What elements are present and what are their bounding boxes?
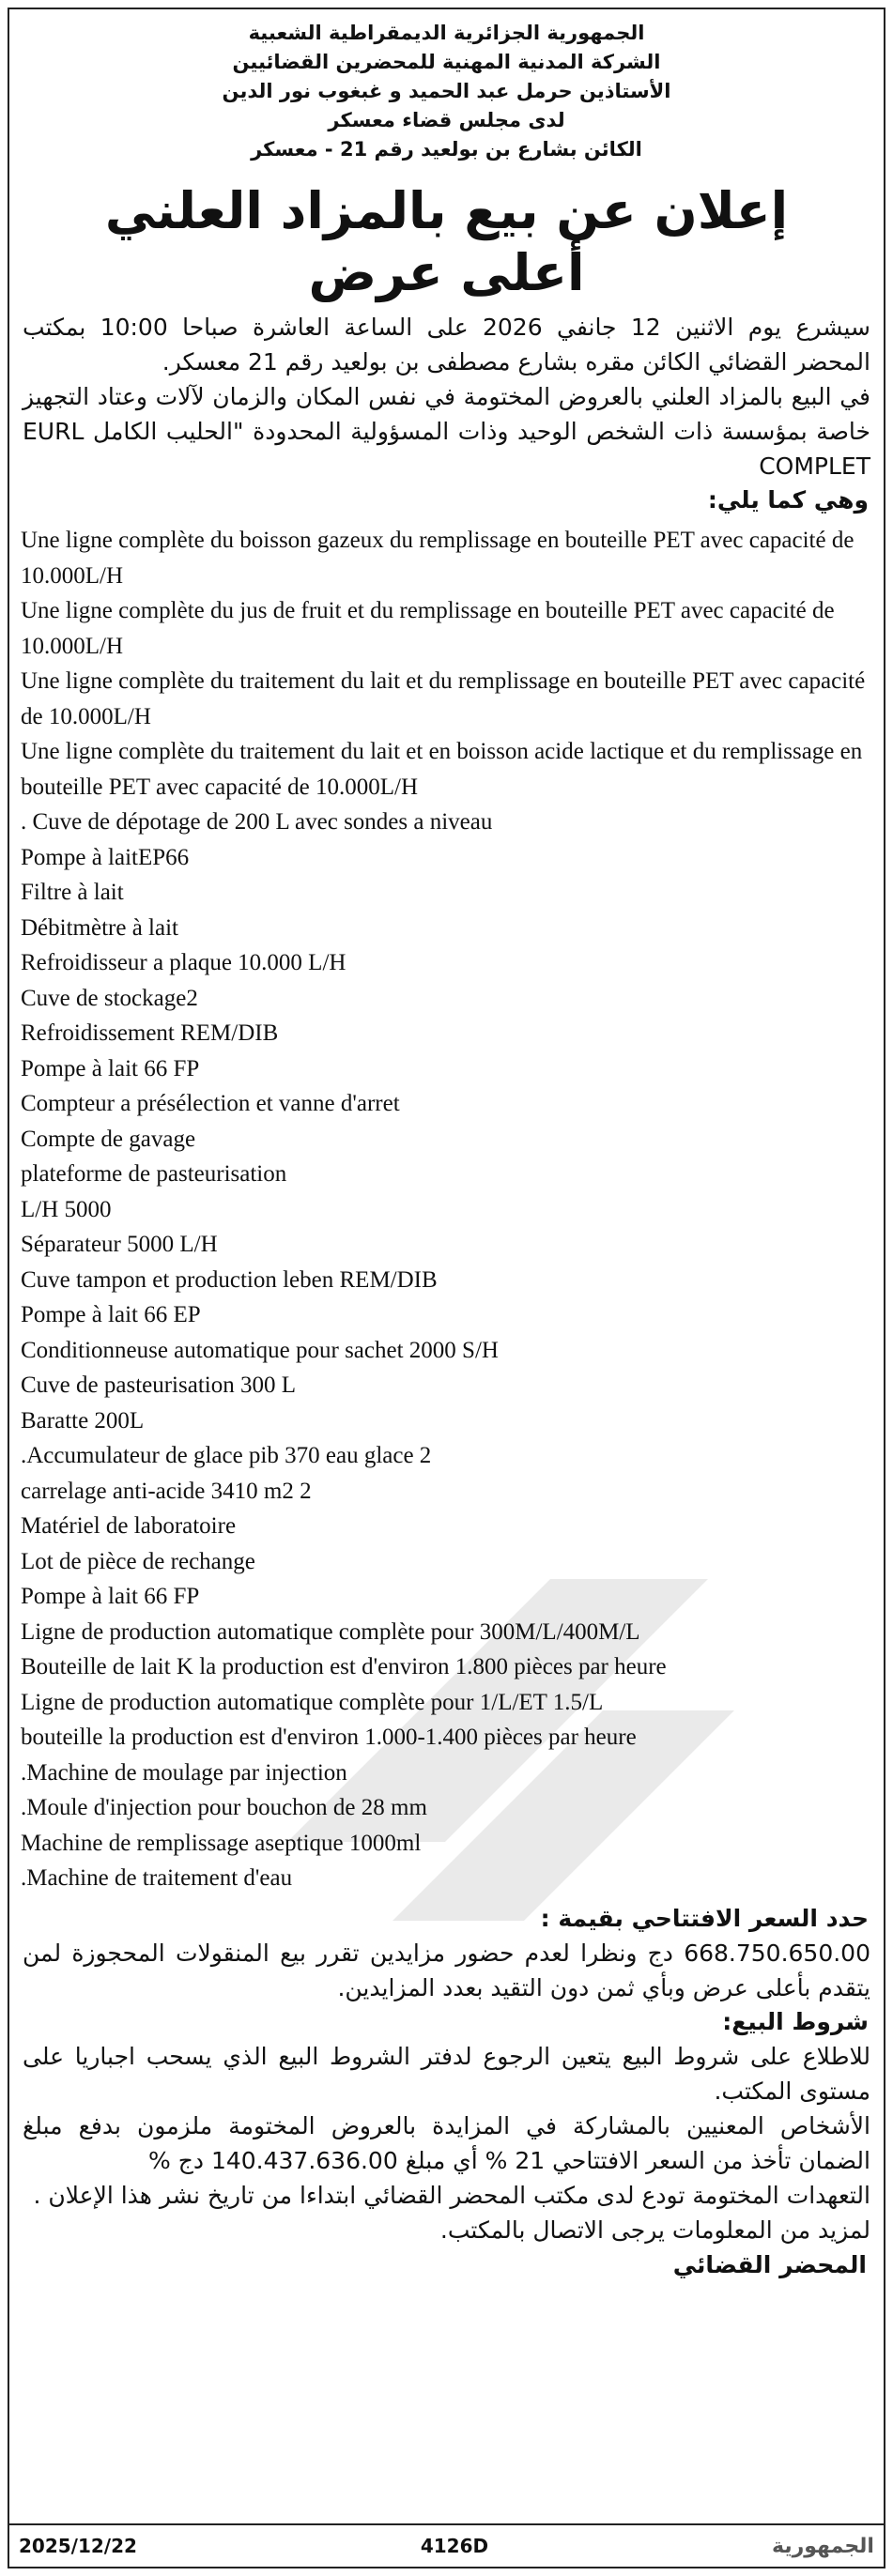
equipment-item: .Moule d'injection pour bouchon de 28 mm [21,1795,427,1820]
equipment-item: Filtre à lait [21,880,124,905]
page-footer [9,2523,884,2567]
items-heading: وهي كما يلي: [707,486,869,514]
equipment-item: Cuve de pasteurisation 300 L [21,1372,296,1398]
equipment-item: Machine de remplissage aseptique 1000ml [21,1830,422,1856]
equipment-item: Lot de pièce de rechange [21,1548,255,1574]
terms-paragraph-4: لمزيد من المعلومات يرجى الاتصال بالمكتب. [439,2216,870,2244]
equipment-item: L/H 5000 [21,1196,112,1222]
notice-title: إعلان عن بيع بالمزاد العلني أعلى عرض [104,181,789,302]
equipment-item: Ligne de production automatique complète pour 1/L/ET 1.5/L [21,1689,604,1715]
signature: المحضر القضائي [672,2250,867,2278]
equipment-item: Bouteille de lait K la production est d'environ 1.800 pièces par heure [21,1654,667,1679]
equipment-item: Débitmètre à lait [21,914,178,941]
header-line-2: الشركة المدنية المهنية للمحضرين القضائيين [232,51,661,73]
sale-description: في البيع بالمزاد العلني بالعروض المختومة في نفس المكان والزمان لآلات وعتاد التجهيز خاصة بمؤسسة ذات الشخص الوحيد وذات المسؤولية المحدودة "الحليب الكامل EURL COMPLET [23,383,870,480]
equipment-item: plateforme de pasteurisation [21,1161,287,1187]
equipment-item: Une ligne complète du jus de fruit et du remplissage en bouteille PET avec capacité de 10.000L/H [21,598,835,659]
equipment-list [9,523,884,1896]
notice-page [8,8,885,2568]
equipment-item: carrelage anti-acide 3410 m2 2 [21,1478,312,1504]
equipment-item: Pompe à laitEP66 [21,844,190,870]
header-line-1: الجمهورية الجزائرية الديمقراطية الشعبية [248,22,645,44]
footer-date: 2025/12/22 [19,2535,137,2557]
terms-paragraph-2: الأشخاص المعنيين بالمشاركة في المزايدة بالعروض المختومة ملزمون بدفع مبلغ الضمان تأخذ من السعر الافتتاحي 21 % أي مبلغ 140.437.636.00 دج % [23,2111,870,2174]
equipment-item: Refroidisseur a plaque 10.000 L/H [21,950,346,975]
terms-paragraph-1: للاطلاع على شروط البيع يتعين الرجوع لدفتر الشروط البيع الذي يسحب اجباريا على مستوى المكتب. [23,2042,870,2105]
equipment-item: Séparateur 5000 L/H [21,1232,218,1257]
intro-paragraph: سيشرع يوم الاثنين 12 جانفي 2026 على الساعة العاشرة صباحا 10:00 بمكتب المحضر القضائي الكائن مقره بشارع مصطفى بن بولعيد رقم 21 معسكر. [23,314,870,376]
equipment-item: .Accumulateur de glace pib 370 eau glace 2 [21,1443,432,1468]
header-line-5: الكائن بشارع بن بولعيد رقم 21 - معسكر [251,138,642,161]
equipment-item: Cuve tampon et production leben REM/DIB [21,1266,438,1293]
issuer-header [9,19,884,163]
price-heading: حدد السعر الافتتاحي بقيمة : [540,1904,869,1932]
equipment-item: Refroidissement REM/DIB [21,1020,279,1046]
equipment-item: Cuve de stockage2 [21,985,198,1011]
equipment-item: .Machine de traitement d'eau [21,1865,293,1891]
price-paragraph: 668.750.650.00 دج ونظرا لعدم حضور مزايدين تقرر بيع المنقولات المحجوزة لمن يتقدم بأعلى عرض وبأي ثمن دون التقيد بعدد المزايدين. [23,1939,870,2001]
footer-ref: 4126D [420,2535,489,2557]
equipment-item: Compteur a présélection et vanne d'arret [21,1091,400,1116]
equipment-item: . Cuve de dépotage de 200 L avec sondes a niveau [21,809,493,835]
equipment-item: Matériel de laboratoire [21,1513,237,1539]
equipment-item: Une ligne complète du boisson gazeux du remplissage en bouteille PET avec capacité de 10.000L/H [21,528,855,589]
equipment-item: Une ligne complète du traitement du lait et du remplissage en bouteille PET avec capacité de 10.000L/H [21,668,866,729]
terms-paragraph-3: التعهدات المختومة تودع لدى مكتب المحضر القضائي ابتداءا من تاريخ نشر هذا الإعلان . [33,2181,870,2209]
equipment-item: Ligne de production automatique complète pour 300M/L/400M/L [21,1618,640,1645]
equipment-item: bouteille la production est d'environ 1.000-1.400 pièces par heure [21,1725,637,1750]
header-line-4: لدى مجلس قضاء معسكر [328,109,565,131]
equipment-item: Pompe à lait 66 FP [21,1584,200,1609]
equipment-item: Une ligne complète du traitement du lait et en boisson acide lactique et du remplissage en bouteille PET avec capacité de 10.000L/H [21,739,863,800]
footer-masthead: الجمهورية [771,2534,874,2558]
equipment-item: Baratte 200L [21,1407,145,1434]
equipment-item: Conditionneuse automatique pour sachet 2000 S/H [21,1337,499,1363]
equipment-item: .Machine de moulage par injection [21,1759,347,1786]
equipment-item: Compte de gavage [21,1126,196,1152]
equipment-item: Pompe à lait 66 EP [21,1302,201,1327]
header-line-3: الأستاذين حرمل عبد الحميد و غبغوب نور الدين [222,80,671,102]
terms-heading: شروط البيع: [722,2007,869,2035]
equipment-item: Pompe à lait 66 FP [21,1055,200,1081]
